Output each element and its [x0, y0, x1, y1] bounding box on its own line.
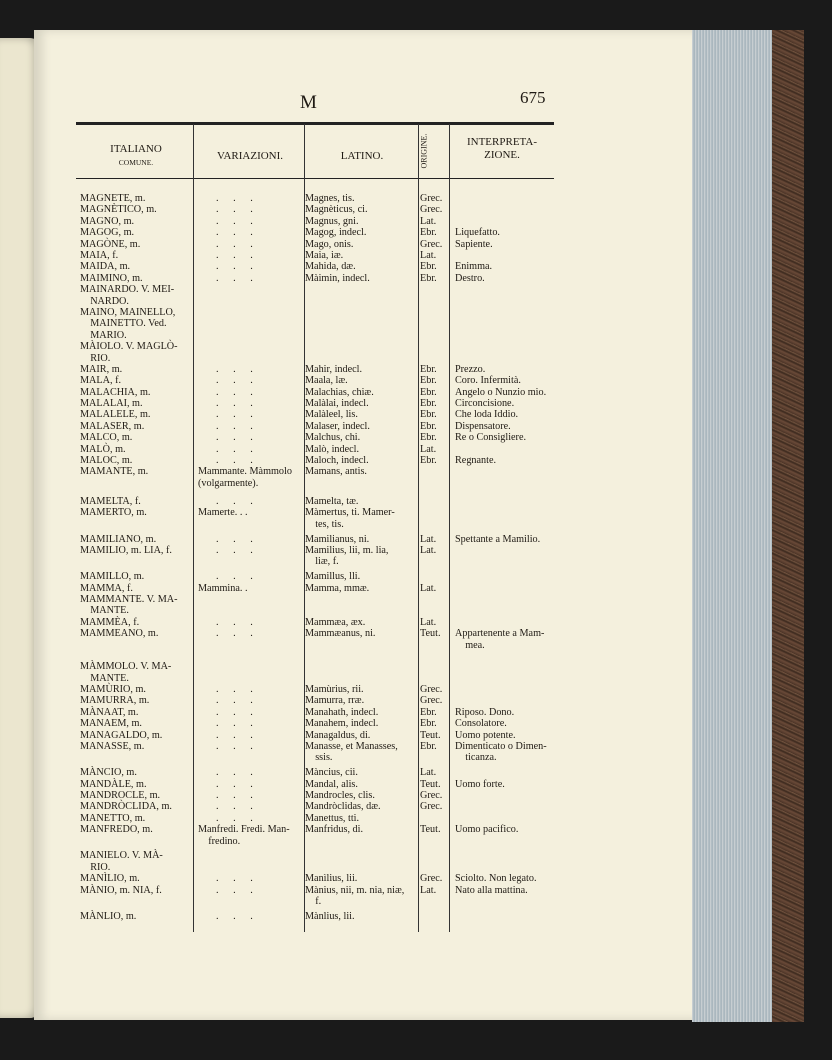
table-row	[80, 204, 560, 215]
table-row	[80, 375, 560, 386]
entry-variazioni: . . .	[216, 455, 259, 467]
table-row	[80, 496, 560, 507]
entry-italiano: MAMELTA, f.	[80, 496, 141, 508]
entry-latino: Mànius, nii, m. nia, niæ, f.	[305, 884, 405, 908]
entry-italiano: MALCO, m.	[80, 432, 133, 444]
entry-latino: Malaser, indecl.	[305, 420, 370, 432]
entry-latino: Mahida, dæ.	[305, 261, 356, 273]
table-row	[80, 707, 560, 718]
entry-origine: Ebr.	[420, 455, 437, 467]
table-row	[80, 216, 560, 227]
entry-latino: Manasse, et Manasses, ssis.	[305, 741, 398, 764]
entry-italiano: MANAGALDO, m.	[80, 729, 163, 741]
entry-italiano: MAGÒNE, m.	[80, 238, 141, 250]
table-row	[80, 545, 560, 571]
entry-latino: Magnes, tis.	[305, 193, 355, 204]
col-italiano-label: ITALIANO	[110, 143, 162, 155]
entry-interpretazione: Che loda Iddio.	[455, 409, 519, 421]
entry-interpretazione: Spettante a Mamilio.	[455, 533, 541, 545]
col-interpretazione: INTERPRETA- ZIONE.	[466, 136, 537, 161]
entry-latino: Manìlius, lii.	[305, 873, 358, 885]
table-row	[80, 307, 560, 341]
entry-origine: Ebr.	[420, 398, 437, 410]
entry-variazioni: . . .	[216, 193, 259, 204]
entry-origine: Grec.	[420, 801, 443, 813]
entry-variazioni: . . .	[216, 778, 259, 790]
col-origine: ORIGINE.	[419, 133, 429, 169]
table-row	[80, 801, 560, 812]
entry-latino: Mandrocles, clis.	[305, 790, 375, 802]
entry-origine: Teut.	[420, 778, 441, 790]
table-row	[80, 583, 560, 594]
entry-interpretazione: Sapiente.	[455, 238, 493, 250]
entry-variazioni: Manfredi. Fredi. Man- fredino.	[198, 824, 290, 847]
table-row	[80, 718, 560, 729]
col-variazioni: VARIAZIONI.	[216, 150, 284, 162]
entry-italiano: MANDROCLE, m.	[80, 790, 161, 802]
entry-variazioni: . . .	[216, 238, 259, 250]
entry-interpretazione: Consolatore.	[455, 718, 507, 730]
entry-italiano: MAIDA, m.	[80, 261, 131, 273]
entry-variazioni: . . .	[216, 443, 259, 455]
table-row	[80, 455, 560, 466]
entry-latino: Mahir, indecl.	[305, 363, 363, 375]
table-row	[80, 885, 560, 911]
entry-latino: Magnèticus, ci.	[305, 204, 368, 216]
entry-origine: Grec.	[420, 684, 443, 696]
entry-origine: Lat.	[420, 767, 437, 779]
entry-variazioni: . . .	[216, 363, 259, 375]
table-row	[80, 850, 560, 873]
entry-latino: Maloch, indecl.	[305, 455, 369, 467]
entry-origine: Lat.	[420, 249, 437, 261]
entry-variazioni: . . .	[216, 684, 259, 696]
entry-origine: Lat.	[420, 533, 437, 545]
entry-italiano: MAINARDO. V. MEI- NARDO.	[80, 284, 175, 307]
entry-interpretazione: Circoncisione.	[455, 398, 515, 410]
entry-variazioni: . . .	[216, 432, 259, 444]
entry-origine: Ebr.	[420, 420, 437, 432]
entry-italiano: MANFREDO, m.	[80, 824, 153, 836]
table-row	[80, 432, 560, 443]
entry-italiano: MAMMÈA, f.	[80, 616, 140, 628]
entry-italiano: MÀIOLO. V. MAGLÒ- RIO.	[80, 341, 178, 364]
table-row	[80, 227, 560, 238]
entry-italiano: MÀNLIO, m.	[80, 910, 137, 922]
entry-variazioni: . . .	[216, 741, 259, 753]
entry-italiano: MAMERTO, m.	[80, 507, 147, 519]
entry-origine: Teut.	[420, 824, 441, 836]
entry-origine: Ebr.	[420, 272, 437, 284]
table-row	[80, 444, 560, 455]
entry-origine: Ebr.	[420, 432, 437, 444]
table-row	[80, 250, 560, 261]
entry-italiano: MAGNO, m.	[80, 215, 135, 227]
entry-italiano: MANASSE, m.	[80, 741, 145, 753]
entry-latino: Malàlai, indecl.	[305, 398, 369, 410]
entry-origine: Ebr.	[420, 363, 437, 375]
entry-origine: Lat.	[420, 884, 437, 896]
entry-latino: Mamùrius, rii.	[305, 684, 364, 696]
entry-interpretazione: Uomo pacifico.	[455, 824, 519, 836]
header-underline	[76, 178, 554, 179]
entry-latino: Mago, onis.	[305, 238, 354, 250]
entry-origine: Grec.	[420, 695, 443, 707]
table-row	[80, 193, 560, 204]
entry-latino: Malàleel, lis.	[305, 409, 358, 421]
entry-italiano: MALALAI, m.	[80, 398, 143, 410]
entry-latino: Magnus, gni.	[305, 215, 359, 227]
entry-latino: Mamilius, lii, m. lia, liæ, f.	[305, 545, 389, 568]
table-row	[80, 409, 560, 420]
entry-interpretazione: Dispensatore.	[455, 420, 511, 432]
table-row	[80, 466, 560, 496]
entry-variazioni: . . .	[216, 628, 259, 640]
table-row	[80, 790, 560, 801]
table-row	[80, 387, 560, 398]
entry-latino: Maala, læ.	[305, 375, 348, 387]
table-row	[80, 661, 560, 684]
entry-latino: Mànlius, lii.	[305, 910, 355, 922]
table-row	[80, 284, 560, 307]
entry-interpretazione: Riposo. Dono.	[455, 706, 515, 718]
entry-origine: Ebr.	[420, 718, 437, 730]
entry-origine: Lat.	[420, 616, 437, 628]
entry-interpretazione: Nato alla mattina.	[455, 884, 528, 896]
entry-italiano: MAMANTE, m.	[80, 466, 149, 478]
table-row	[80, 239, 560, 250]
table-row	[80, 813, 560, 824]
entry-variazioni: . . .	[216, 695, 259, 707]
entry-origine: Teut.	[420, 628, 441, 640]
entry-italiano: MÀNCIO, m.	[80, 767, 137, 779]
entry-variazioni: . . .	[216, 249, 259, 261]
entry-interpretazione: Liquefatto.	[455, 227, 500, 239]
entry-italiano: MANÌLIO, m.	[80, 873, 140, 885]
entry-latino: Manettus, tti.	[305, 812, 360, 824]
entry-latino: Màmertus, ti. Mamer- tes, tis.	[305, 507, 395, 530]
entry-variazioni: . . .	[216, 729, 259, 741]
table-row	[80, 911, 560, 922]
table-row	[80, 398, 560, 409]
entry-latino: Malachias, chiæ.	[305, 386, 374, 398]
entries-table	[80, 193, 560, 922]
entry-origine: Lat.	[420, 215, 437, 227]
entry-latino: Mandròclidas, dæ.	[305, 801, 381, 813]
entry-latino: Mandal, alis.	[305, 778, 358, 790]
entry-variazioni: . . .	[216, 409, 259, 421]
entry-latino: Magog, indecl.	[305, 227, 367, 239]
table-row	[80, 571, 560, 582]
entry-italiano: MAGOG, m.	[80, 227, 135, 239]
entry-latino: Màncius, cii.	[305, 767, 358, 779]
entry-variazioni: . . .	[216, 790, 259, 802]
col-comune-label: COMUNE.	[118, 158, 154, 167]
entry-italiano: MALÒ, m.	[80, 443, 126, 455]
entry-latino: Mamurra, rræ.	[305, 695, 365, 707]
entry-latino: Mammæanus, ni.	[305, 628, 376, 640]
entry-variazioni: . . .	[216, 398, 259, 410]
entry-italiano: MALACHIA, m.	[80, 386, 151, 398]
entry-origine: Grec.	[420, 790, 443, 802]
entry-variazioni: . . .	[216, 801, 259, 813]
entry-interpretazione: Sciolto. Non legato.	[455, 873, 537, 885]
entry-italiano: MALA, f.	[80, 375, 122, 387]
entry-variazioni: . . .	[216, 375, 259, 387]
entry-origine: Ebr.	[420, 706, 437, 718]
entry-variazioni: . . .	[216, 533, 259, 545]
entry-latino: Maia, iæ.	[305, 249, 344, 261]
entry-latino: Mamma, mmæ.	[305, 582, 370, 594]
entry-origine: Ebr.	[420, 409, 437, 421]
entry-italiano: MAMMANTE. V. MA- MANTE.	[80, 594, 178, 617]
entry-variazioni: . . .	[216, 571, 259, 583]
entry-variazioni: Mamerte. . .	[198, 507, 248, 519]
table-row	[80, 767, 560, 778]
entry-interpretazione: Destro.	[455, 272, 485, 284]
entry-variazioni: . . .	[216, 718, 259, 730]
entry-origine: Ebr.	[420, 261, 437, 273]
entry-latino: Mamans, antis.	[305, 466, 367, 478]
entry-origine: Grec.	[420, 193, 443, 204]
entry-latino: Màimin, indecl.	[305, 272, 370, 284]
table-row	[80, 741, 560, 767]
entry-variazioni: . . .	[216, 910, 259, 922]
entry-interpretazione: Dimenticato o Dimen- ticanza.	[455, 741, 547, 764]
entry-italiano: MAMMA, f.	[80, 582, 133, 594]
entry-italiano: MANIELO. V. MÀ- RIO.	[80, 850, 163, 873]
entry-origine: Grec.	[420, 238, 443, 250]
entry-latino: Managaldus, di.	[305, 729, 371, 741]
table-row	[80, 684, 560, 695]
entry-latino: Mamilianus, ni.	[305, 533, 370, 545]
entry-variazioni: . . .	[216, 812, 259, 824]
entry-interpretazione: Uomo forte.	[455, 778, 505, 790]
entry-variazioni: . . .	[216, 873, 259, 885]
entry-variazioni: . . .	[216, 545, 259, 557]
entry-variazioni: Mammante. Màmmolo (volgarmente).	[198, 466, 292, 489]
entry-italiano: MÀNIO, m. NIA, f.	[80, 884, 162, 896]
entry-italiano: MALOC, m.	[80, 455, 133, 467]
entry-latino: Manfridus, di.	[305, 824, 364, 836]
entry-interpretazione: Re o Consigliere.	[455, 432, 527, 444]
entry-origine: Grec.	[420, 204, 443, 216]
entry-origine: Ebr.	[420, 386, 437, 398]
table-row	[80, 507, 560, 533]
entry-italiano: MÀMMOLO. V. MA- MANTE.	[80, 661, 172, 684]
entry-interpretazione: Prezzo.	[455, 363, 486, 375]
entry-interpretazione: Appartenente a Mam- mea.	[455, 628, 545, 651]
entry-variazioni: . . .	[216, 884, 259, 896]
entry-origine: Ebr.	[420, 741, 437, 753]
table-row	[80, 421, 560, 432]
entry-italiano: MALALELE, m.	[80, 409, 151, 421]
entry-variazioni: . . .	[216, 261, 259, 273]
table-row	[80, 594, 560, 617]
entry-italiano: MANETTO, m.	[80, 812, 146, 824]
entry-italiano: MAMILLO, m.	[80, 571, 145, 583]
table-row	[80, 779, 560, 790]
entry-italiano: MAGNÈTICO, m.	[80, 204, 157, 216]
entry-italiano: MAMURRA, m.	[80, 695, 150, 707]
entry-variazioni: . . .	[216, 616, 259, 628]
entry-italiano: MANDRÒCLIDA, m.	[80, 801, 172, 813]
entry-latino: Manahath, indecl.	[305, 706, 379, 718]
entry-variazioni: . . .	[216, 272, 259, 284]
entry-italiano: MÀNAAT, m.	[80, 706, 139, 718]
entry-variazioni: . . .	[216, 215, 259, 227]
entry-italiano: MANDÀLE, m.	[80, 778, 147, 790]
col-italiano	[80, 143, 192, 169]
table-row	[80, 824, 560, 850]
col-latino: LATINO.	[340, 150, 384, 162]
entry-italiano: MAIR, m.	[80, 363, 123, 375]
entry-origine: Lat.	[420, 443, 437, 455]
entry-italiano: MAGNETE, m.	[80, 193, 146, 204]
entry-origine: Ebr.	[420, 227, 437, 239]
entry-latino: Mamelta, tæ.	[305, 496, 359, 508]
entry-variazioni: Mammina. .	[198, 582, 248, 594]
table-row	[80, 730, 560, 741]
book-cover-edge	[772, 30, 804, 1022]
entry-italiano: MAINO, MAINELLO, MAINETTO. Ved. MARIO.	[80, 306, 176, 341]
entry-italiano: MAMILIO, m. LIA, f.	[80, 545, 172, 557]
entry-variazioni: . . .	[216, 386, 259, 398]
entry-latino: Mammæa, æx.	[305, 616, 366, 628]
entry-latino: Malchus, chi.	[305, 432, 361, 444]
header-rule	[76, 122, 554, 125]
entry-variazioni: . . .	[216, 227, 259, 239]
entry-interpretazione: Coro. Infermità.	[455, 375, 521, 387]
table-row	[80, 341, 560, 364]
entry-variazioni: . . .	[216, 420, 259, 432]
entry-origine: Grec.	[420, 873, 443, 885]
entry-variazioni: . . .	[216, 767, 259, 779]
entry-interpretazione: Enimma.	[455, 261, 493, 273]
table-row	[80, 273, 560, 284]
entry-italiano: MAIA, f.	[80, 249, 119, 261]
entry-origine: Ebr.	[420, 375, 437, 387]
page-number: 675	[520, 88, 546, 107]
entry-variazioni: . . .	[216, 204, 259, 216]
table-row	[80, 617, 560, 628]
entry-italiano: MAIMINO, m.	[80, 272, 143, 284]
entry-origine: Teut.	[420, 729, 441, 741]
entry-interpretazione: Uomo potente.	[455, 729, 516, 741]
table-row	[80, 628, 560, 661]
entry-italiano: MAMILIANO, m.	[80, 533, 157, 545]
entry-interpretazione: Regnante.	[455, 455, 497, 467]
table-row	[80, 873, 560, 884]
entry-italiano: MAMMEANO, m.	[80, 628, 159, 640]
page-letter: M	[300, 92, 317, 113]
table-row	[80, 261, 560, 272]
entry-origine: Lat.	[420, 545, 437, 557]
entry-origine: Lat.	[420, 582, 437, 594]
entry-italiano: MALASER, m.	[80, 420, 145, 432]
entry-variazioni: . . .	[216, 496, 259, 508]
entry-latino: Mamillus, lli.	[305, 571, 361, 583]
page-stack-edges	[692, 30, 772, 1022]
entry-latino: Malò, indecl.	[305, 443, 360, 455]
entry-interpretazione: Angelo o Nunzio mio.	[455, 386, 547, 398]
entry-variazioni: . . .	[216, 706, 259, 718]
entry-italiano: MAMÙRIO, m.	[80, 684, 146, 696]
entry-latino: Manahem, indecl.	[305, 718, 379, 730]
table-row	[80, 364, 560, 375]
table-row	[80, 534, 560, 545]
entry-italiano: MANAEM, m.	[80, 718, 142, 730]
table-row	[80, 695, 560, 706]
